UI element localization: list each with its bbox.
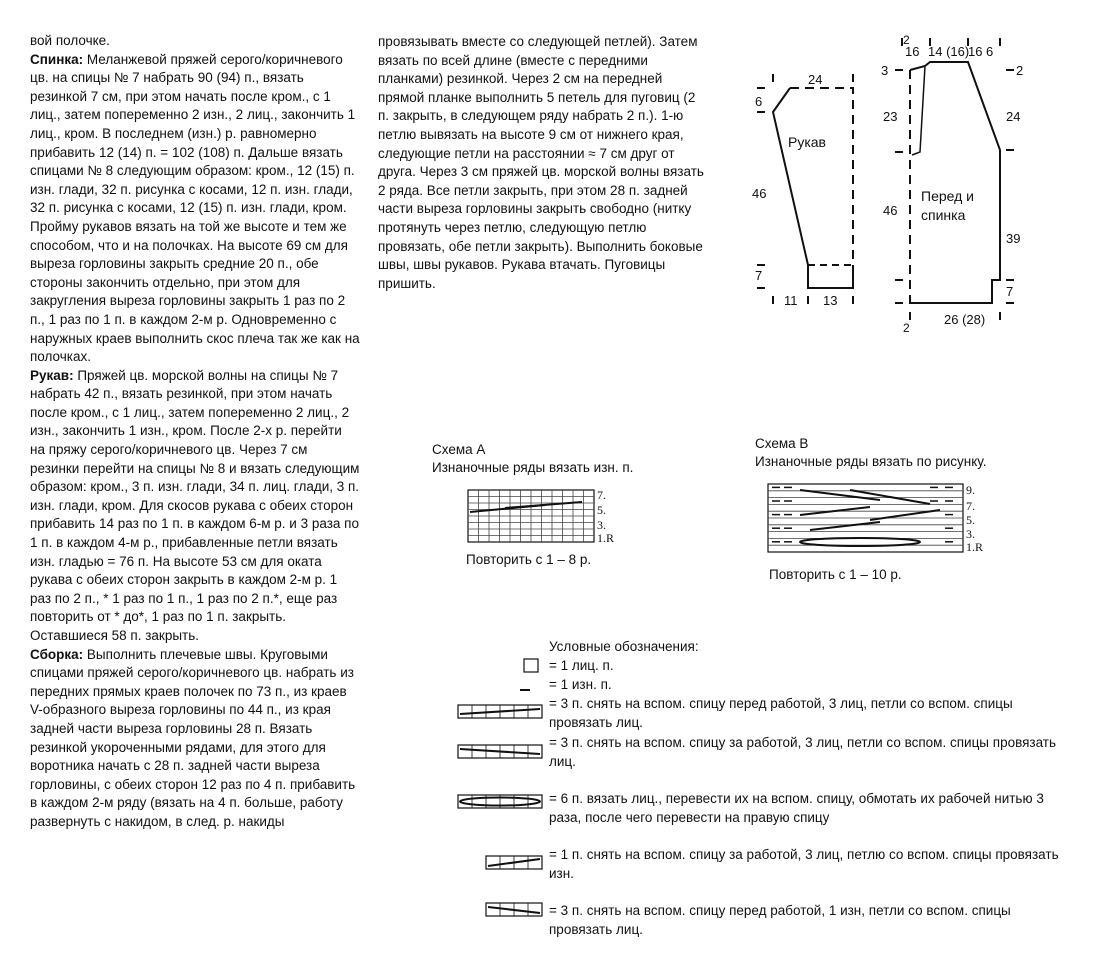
legend-item-cable-back-1-3: = 1 п. снять на вспом. спицу за работой, 3 лиц, петлю со вспом. спицы провязать изн.: [549, 847, 1059, 881]
sleeve-heading: Рукав:: [30, 367, 74, 383]
schema-a-row-label: 7.: [597, 488, 606, 502]
sleeve-top-width: 24: [808, 72, 823, 87]
legend-item-wrap-6: = 6 п. вязать лиц., перевести их на вспом. спицу, обмотать их рабочей нитью 3 раза, после чего перевести на правую спицу: [549, 791, 1044, 825]
legend-cable-back-3-3-symbol: [458, 745, 542, 758]
schema-a-row-label: 3.: [597, 518, 606, 532]
sleeve-cap-height: 6: [755, 94, 763, 109]
body-left-46: 46: [883, 203, 898, 218]
legend-wrap-6-symbol: [458, 795, 542, 808]
sleeve-pattern-diagram: [757, 74, 853, 304]
legend-item-cable-back-3-3: = 3 п. снять на вспом. спицу за работой, 3 лиц, петли со вспом. спицы провязать лиц.: [549, 735, 1057, 769]
schema-a-row-label: 5.: [597, 503, 606, 517]
schema-b-row-label: 5.: [966, 513, 975, 527]
legend-knit-symbol: [524, 659, 538, 672]
body-right-39: 39: [1006, 231, 1021, 246]
legend-symbols: [458, 659, 542, 916]
sleeve-text: Пряжей цв. морской волны на спицы № 7 набрать 42 п., вязать резинкой, при этом начать после кром., с 1 лиц., затем попеременно 2 лиц., 2 изн., закончить 1 изн., кром. После 2-х р. перейти на пряжу серого/коричневого цв. Через 7 см резинки перейти на спицы № 8 и вязать следующим образом: кром., 3 п. изн. глади, 34 п. лиц. глади, 3 п. изн. глади, кром. Для скосов рукава с обеих сторон прибавить 14 раз по 1 п. в каждом 6-м р. и 3 раза по 1 п. в каждом 4-м р., прибавленные петли вязать изн. гладью = 76 п. На высоте 53 см для оката рукава с обеих сторон закрыть в каждом 2-м р. 1 раз по 2 п., * 1 раз по 1 п., 1 раз по 2 п.*, еще раз повторить от * до*, 1 раз по 1 п. закрыть. Оставшиеся 58 п. закрыть.: [30, 367, 360, 643]
schema-b-row-label: 3.: [966, 527, 975, 541]
schema-b-row-label: 9.: [966, 483, 975, 497]
sleeve-bottom-left: 11: [784, 293, 798, 308]
body-top-16b: 16: [968, 44, 983, 59]
legend-item-cable-front-3-1: = 3 п. снять на вспом. спицу перед работой, 1 изн, петли со вспом. спицы провязать лиц.: [549, 903, 1011, 937]
sleeve-bottom-right: 13: [823, 293, 838, 308]
sleeve-title: Рукав: [788, 134, 826, 150]
back-heading: Спинка:: [30, 51, 84, 67]
legend-cable-front-3-3-symbol: [458, 705, 542, 718]
body-title-line1: Перед и: [921, 188, 974, 204]
body-top-6: 6: [986, 44, 994, 59]
assembly-heading: Сборка:: [30, 646, 84, 662]
schema-b-title: Схема В: [755, 436, 809, 451]
legend-title: Условные обозначения:: [549, 639, 699, 654]
body-left-3: 3: [881, 63, 889, 78]
body-pattern-diagram: [895, 38, 1014, 320]
body-bottom-width: 26 (28): [944, 312, 986, 327]
body-title-line2: спинка: [921, 207, 966, 223]
assembly-text: Выполнить плечевые швы. Круговыми спицами пряжей серого/коричневого цв. набрать из передних прямых краев полочек по 73 п., из краев V-образного выреза горловины по 44 п., из края задней части выреза горловины 28 п. Вязать резинкой укороченными рядами, для этого для воротника начать с 28 п. задней части выреза горловины, с обеих сторон 12 раз по 4 п. прибавить в каждом 2-м ряду (вязать на 4 п. больше, работу развернуть с накидом, в след. р. накиды: [30, 646, 356, 829]
body-top-16a: 16: [905, 44, 920, 59]
schema-a-subtitle: Изнаночные ряды вязать изн. п.: [432, 460, 634, 475]
schema-a-repeat: Повторить с 1 – 8 р.: [466, 552, 592, 567]
body-bottom-2: 2: [903, 321, 910, 335]
intro-text: вой полочке.: [30, 33, 110, 48]
schema-b-row-label: 7.: [966, 499, 975, 513]
legend-cable-front-3-1-symbol: [486, 903, 542, 916]
schema-b-chart: [768, 484, 963, 552]
schema-b-subtitle: Изнаночные ряды вязать по рисунку.: [755, 454, 987, 469]
sleeve-length: 46: [752, 186, 767, 201]
body-top-14: 14 (16): [928, 44, 970, 59]
legend-cable-back-1-3-symbol: [486, 856, 542, 869]
body-right-2: 2: [1016, 63, 1024, 78]
body-right-7: 7: [1006, 284, 1014, 299]
schema-a-row-label: 1.R: [597, 531, 615, 545]
sleeve-cuff-height: 7: [755, 268, 763, 283]
schema-b-row-label: 1.R: [966, 540, 984, 554]
body-top-2: 2: [903, 33, 910, 47]
schema-b-repeat: Повторить с 1 – 10 р.: [769, 567, 902, 582]
legend-item-knit: = 1 лиц. п.: [549, 658, 614, 673]
legend-item-cable-front-3-3: = 3 п. снять на вспом. спицу перед работой, 3 лиц, петли со вспом. спицы провязать лиц.: [549, 696, 1013, 730]
body-right-24: 24: [1006, 109, 1021, 124]
assembly-continued-text: провязывать вместе со следующей петлей). Затем вязать по всей длине (вместе с передними планками) резинкой. Через 2 см на передней прямой планке выполнить 5 петель для пуговиц (2 п. закрыть, в следующем ряду набрать 2 п.). 1-ю петлю вывязать на высоте 9 см от нижнего края, следующие петли на расстоянии ≈ 7 см друг от друга. Через 3 см пряжей цв. морской волны вязать 2 ряда. Все петли закрыть, при этом 28 п. задней части выреза горловины закрыть свободно (нитку протянуть через петлю, следующую петлю провязать, обе петли закрыть). Выполнить боковые швы, швы рукавов. Рукава втачать. Пуговицы пришить.: [378, 34, 704, 291]
legend-item-purl: = 1 изн. п.: [549, 677, 612, 692]
schema-a-chart: [468, 490, 594, 542]
body-left-23: 23: [883, 109, 898, 124]
schema-a-title: Схема А: [432, 442, 486, 457]
back-text: Меланжевой пряжей серого/коричневого цв. на спицы № 7 набрать 90 (94) п., вязать резинкой 7 см, при этом начать после кром., с 1 лиц., затем попеременно 2 изн., 2 лиц., закончить 1 лиц., кром. В последнем (изн.) р. равномерно прибавить 12 (14) п. = 102 (108) п. Дальше вязать спицами № 8 следующим образом: кром., 12 (15) п. изн. глади, 32 п. рисунка с косами, 12 п. изн. глади, 32 п. рисунка с косами, 12 (15) п. изн. глади, кром. Пройму рукавов вязать на той же высоте и тем же способом, что и на полочках. На высоте 69 см для выреза горловины закрыть средние 20 п., обе стороны закончить отдельно, при этом для закругления выреза горловины закрыть 1 раз по 2 п., 1 раз по 1 п. в каждом 2-м р. Одновременно с наружных краев выполнить скос плеча так же как на полочках.: [30, 51, 360, 365]
